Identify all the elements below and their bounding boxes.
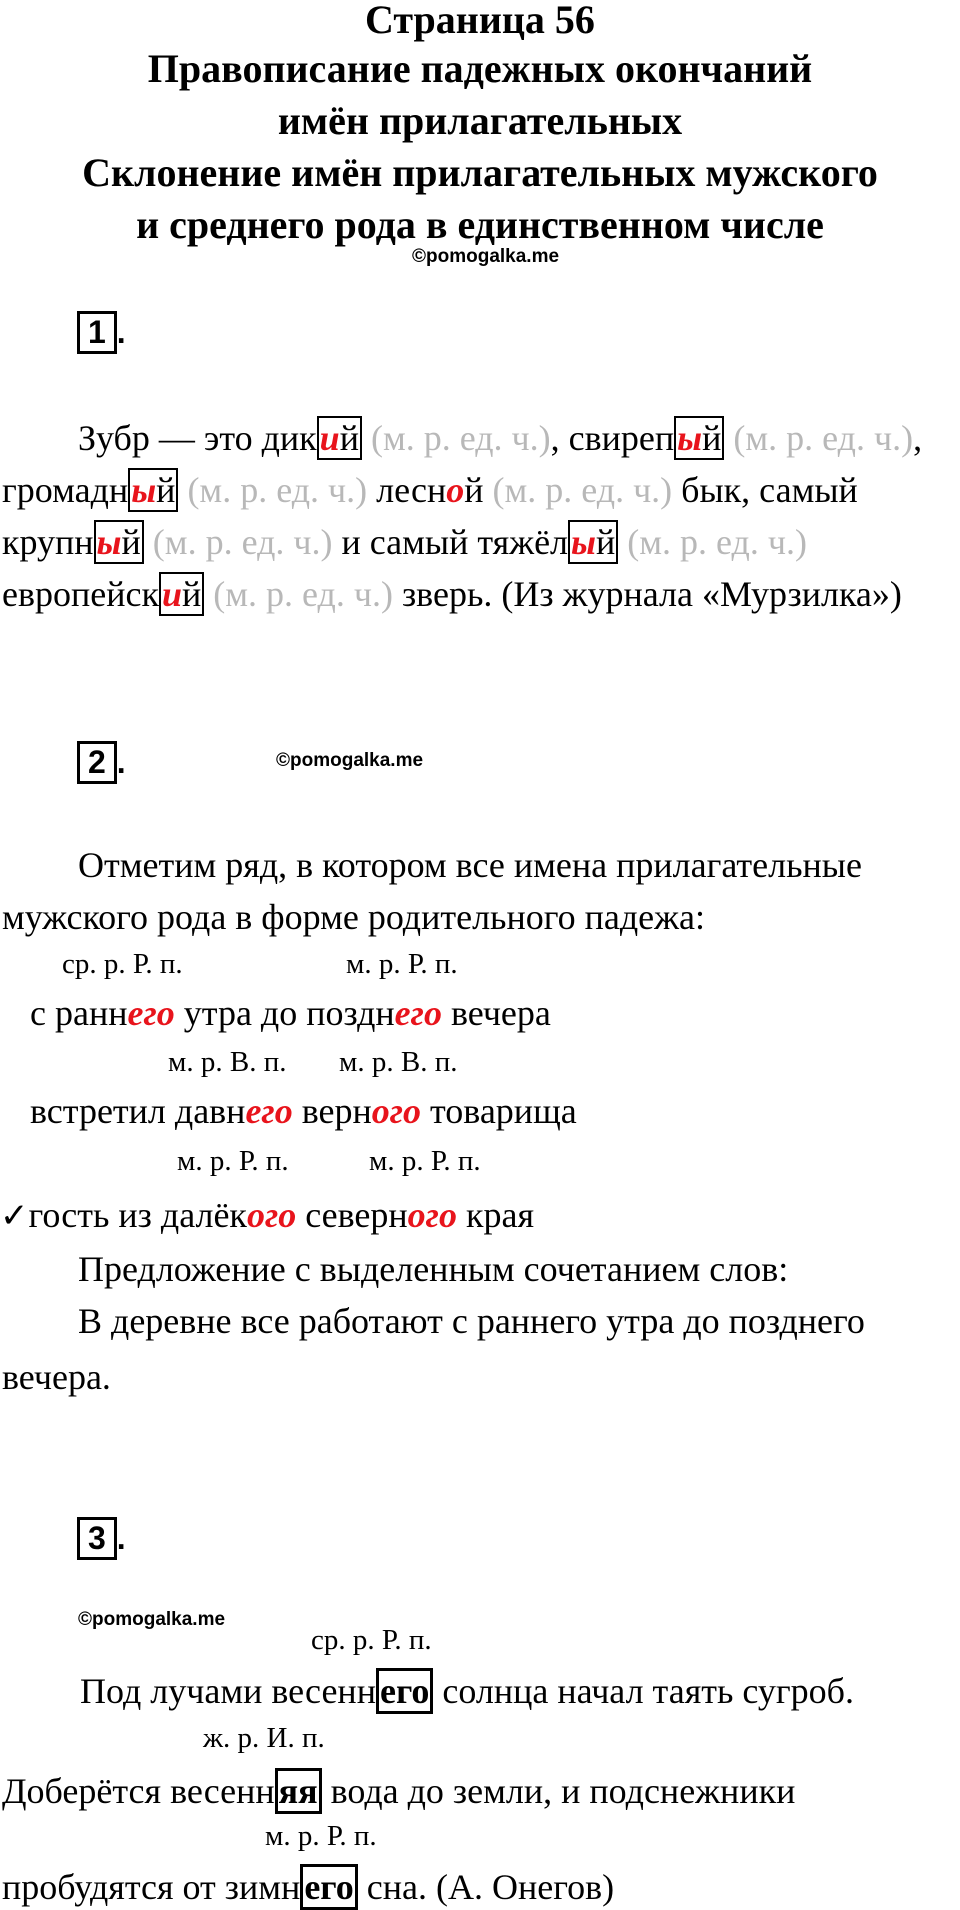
ending: ы xyxy=(677,418,703,458)
task-2-row-3: ✓гость из далёкого северного края xyxy=(0,1195,534,1236)
watermark: ©pomogalka.me xyxy=(276,750,424,771)
boxed-ending: яя xyxy=(275,1768,322,1814)
grammar-note: (м. р. ед. ч.) xyxy=(187,470,368,510)
task-2-row-1: с раннего утра до позднего вечера xyxy=(30,993,551,1033)
task-2-sentence-line-1: В деревне все работают с раннего утра до позднего xyxy=(78,1301,865,1341)
case-label: м. р. Р. п. xyxy=(265,1820,377,1852)
watermark: ©pomogalka.me xyxy=(78,1609,226,1630)
task-2-sentence-intro: Предложение с выделенным сочетанием слов: xyxy=(78,1249,789,1289)
boxed-ending: его xyxy=(300,1864,357,1910)
ending: и xyxy=(319,418,340,458)
title-line-4: и среднего рода в единственном числе xyxy=(136,202,824,247)
ending: ого xyxy=(246,1195,297,1235)
ending: о xyxy=(446,470,465,510)
title-line-2: имён прилагательных xyxy=(277,98,683,143)
grammar-note: (м. р. ед. ч.) xyxy=(733,418,914,458)
page-number: Страница 56 xyxy=(365,0,595,42)
task-2-sentence-line-2: вечера. xyxy=(2,1357,111,1397)
grammar-note: (м. р. ед. ч.) xyxy=(370,418,551,458)
task-1-line-4: европейский (м. р. ед. ч.) зверь. (Из журнала «Мурзилка») xyxy=(2,574,902,614)
ending: ы xyxy=(571,522,596,562)
task-2-intro-1: Отметим ряд, в котором все имена прилагательные xyxy=(78,845,862,885)
task-3-line-3: пробудятся от зимн его сна. (А. Онегов) xyxy=(2,1867,614,1907)
task-1-line-1: Зубр — это дикий (м. р. ед. ч.), свирепый (м. р. ед. ч.), xyxy=(78,418,923,458)
grammar-note: (м. р. ед. ч.) xyxy=(492,470,673,510)
case-label: ж. р. И. п. xyxy=(203,1722,325,1754)
ending: его xyxy=(127,993,175,1033)
watermark: ©pomogalka.me xyxy=(412,246,560,267)
task-1-number: 1 . xyxy=(77,311,126,354)
checkmark-icon: ✓ xyxy=(0,1196,29,1236)
ending: ы xyxy=(96,522,122,562)
ending: и xyxy=(161,574,182,614)
boxed-ending: его xyxy=(376,1668,433,1714)
grammar-note: (м. р. ед. ч.) xyxy=(152,522,333,562)
ending: его xyxy=(394,993,442,1033)
ending: ого xyxy=(371,1091,422,1131)
case-label: м. р. Р. п. xyxy=(369,1145,481,1177)
task-2-row-2: встретил давнего верного товарища xyxy=(30,1091,577,1131)
task-3-line-1: Под лучами весенн его солнца начал таять сугроб. xyxy=(80,1671,854,1711)
case-label: ср. р. Р. п. xyxy=(311,1624,432,1656)
task-2-intro-2: мужского рода в форме родительного падежа: xyxy=(2,897,706,937)
case-label: ср. р. Р. п. xyxy=(62,948,183,980)
ending: его xyxy=(245,1091,293,1131)
grammar-note: (м. р. ед. ч.) xyxy=(627,522,807,562)
case-label: м. р. В. п. xyxy=(168,1046,287,1078)
ending: ы xyxy=(131,470,157,510)
ending: ого xyxy=(407,1195,457,1235)
task-1-line-2: громадный (м. р. ед. ч.) лесной (м. р. ед. ч.) бык, самый xyxy=(2,470,858,510)
case-label: м. р. В. п. xyxy=(339,1046,458,1078)
title-line-1: Правописание падежных окончаний xyxy=(147,46,813,91)
task-3-line-2: Доберётся весенн яя вода до земли, и подснежники xyxy=(2,1771,795,1811)
title-line-3: Склонение имён прилагательных мужского xyxy=(82,150,878,195)
task-3-number: 3 . xyxy=(77,1517,126,1560)
grammar-note: (м. р. ед. ч.) xyxy=(213,574,393,614)
case-label: м. р. Р. п. xyxy=(346,948,458,980)
case-label: м. р. Р. п. xyxy=(177,1145,289,1177)
task-1-line-3: крупный (м. р. ед. ч.) и самый тяжёлый (м. р. ед. ч.) xyxy=(2,522,807,562)
task-2-number: 2 . xyxy=(77,741,126,784)
